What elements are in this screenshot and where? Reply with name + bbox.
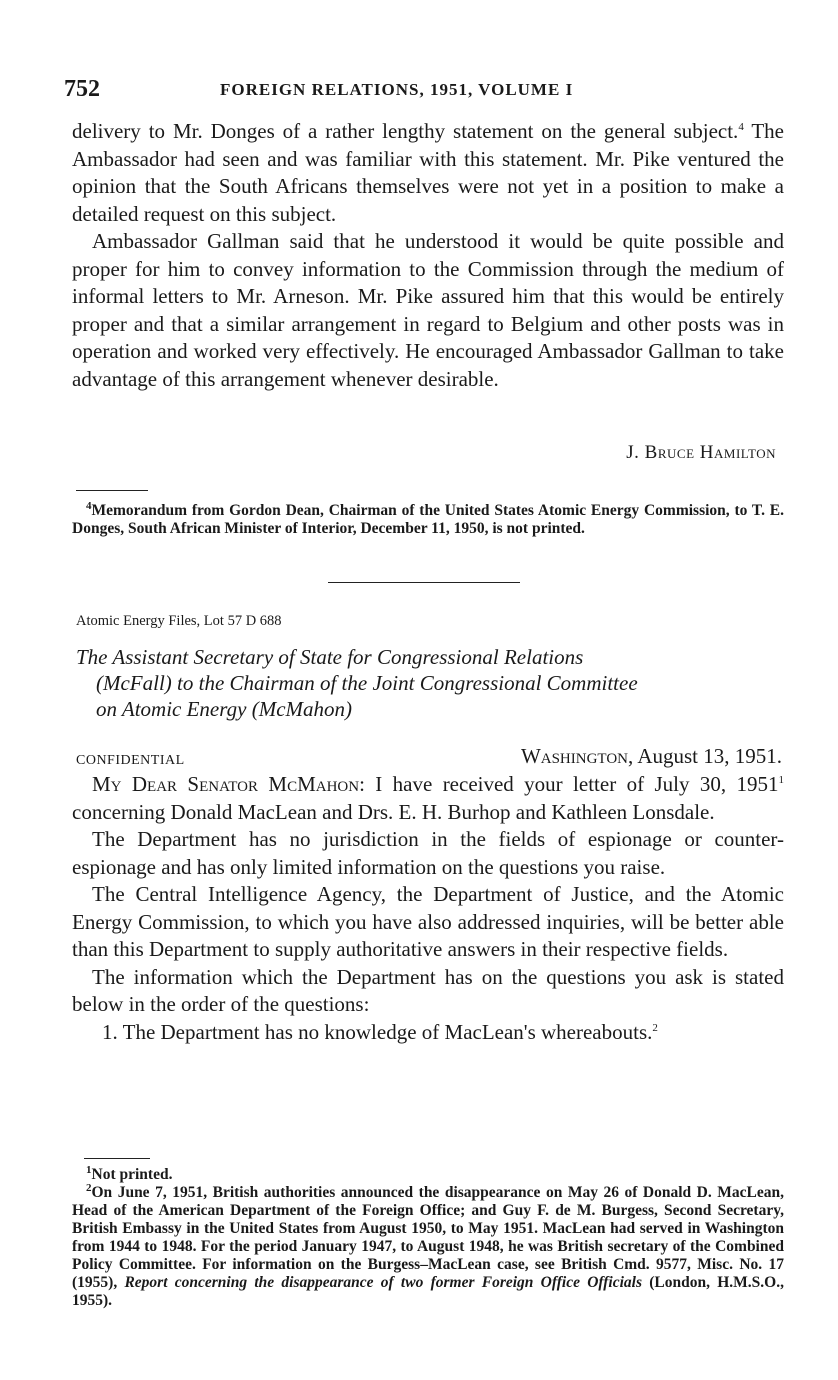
footnote-reference: 1 [778,774,784,786]
page-number: 752 [64,76,100,102]
footnote-marker: 2 [86,1181,92,1194]
paragraph: delivery to Mr. Donges of a rather lengthy statement on the general subject.$^4$ The Ambassador had seen and was familiar with this statement. Mr. Pike ventured the opinion that the South Africans themselves were not yet in a position to make a detailed request on this subject. [72,119,784,226]
footnote-marker: 4 [86,499,92,512]
paragraph: 1. The Department has no knowledge of MacLean's whereabouts.$^2$ [102,1019,658,1044]
footnote-1 [72,1163,784,1184]
title-line: (McFall) to the Chairman of the Joint Congressional Committee [96,671,638,695]
paragraph: The Department has no jurisdiction in the fields of espionage or counter-espionage and has only limited information on the questions you raise. [72,827,784,879]
footnotes [72,1163,784,1310]
dateline-place: Washington [520,744,628,768]
continued-memorandum [72,118,784,393]
footnote-4 [72,499,784,538]
paragraph: Ambassador Gallman said that he understood it would be quite possible and proper for him to convey information to the Commission through the medium of informal letters to Mr. Arneson. Mr. Pike assured him that this would be entirely proper and that a similar arrangement in regard to Belgium and other posts was in operation and worked very effectively. He encouraged Ambassador Gallman to take advantage of this arrangement whenever desirable. [72,229,784,391]
letter-body [72,771,784,1046]
dateline [521,744,782,769]
footnote-text: Not printed. [91,1166,173,1183]
footnote-reference: 4 [738,121,744,133]
footnote-text: On June 7, 1951, British authorities announced the disappearance on May 26 of Donald D. MacLean, Head of the American Department of the Foreign Office; and Guy F. de M. Burgess, Second Secretary, British Embassy in the United States from August 1950, to May 1951. MacLean had served in Washington from 1944 to 1948. For the period January 1947, to August 1948, he was British secretary of the Combined Policy Committee. For information on the Burgess–MacLean case, see British Cmd. 9577, Misc. No. 17 (1955), [72,1184,784,1291]
footnote-marker: 1 [86,1163,92,1176]
paragraph: The Central Intelligence Agency, the Department of Justice, and the Atomic Energy Commission, to which you have also addressed inquiries, will be better able than this Department to supply authoritative answers in their respective fields. [72,882,784,961]
paragraph: My Dear Senator McMahon: I have received your letter of July 30, 1951$^1$ concerning Donald MacLean and Drs. E. H. Burhop and Kathleen Lonsdale. [72,772,784,824]
footnote-2 [72,1181,784,1310]
running-head: FOREIGN RELATIONS, 1951, VOLUME I [220,80,574,99]
title-line: The Assistant Secretary of State for Congressional Relations [76,645,584,669]
section-divider [328,582,520,583]
document-title [76,644,776,722]
title-line: on Atomic Energy (McMahon) [96,697,353,721]
source-note: Atomic Energy Files, Lot 57 D 688 [76,613,282,629]
footnote-rule [76,490,148,491]
dateline-date: , August 13, 1951. [627,744,782,768]
footnote-text: Memorandum from Gordon Dean, Chairman of the United States Atomic Energy Commission, to T. E. Donges, South African Minister of Interior, December 11, 1950, is not printed. [72,502,784,537]
signature: J. Bruce Hamilton [626,442,776,463]
report-title: Report concerning the disappearance of two former Foreign Office Officials [124,1274,643,1291]
classification: CONFIDENTIAL [76,753,185,768]
footnote-reference: 2 [652,1021,658,1034]
page-header [64,76,784,110]
footnote-text: (London, H.M.S.O., 1955). [72,1274,784,1309]
paragraph: The information which the Department has on the questions you ask is stated below in the order of the questions: [72,964,784,1016]
salutation: My Dear Senator McMahon: [92,772,365,796]
footnote-rule [84,1158,150,1159]
